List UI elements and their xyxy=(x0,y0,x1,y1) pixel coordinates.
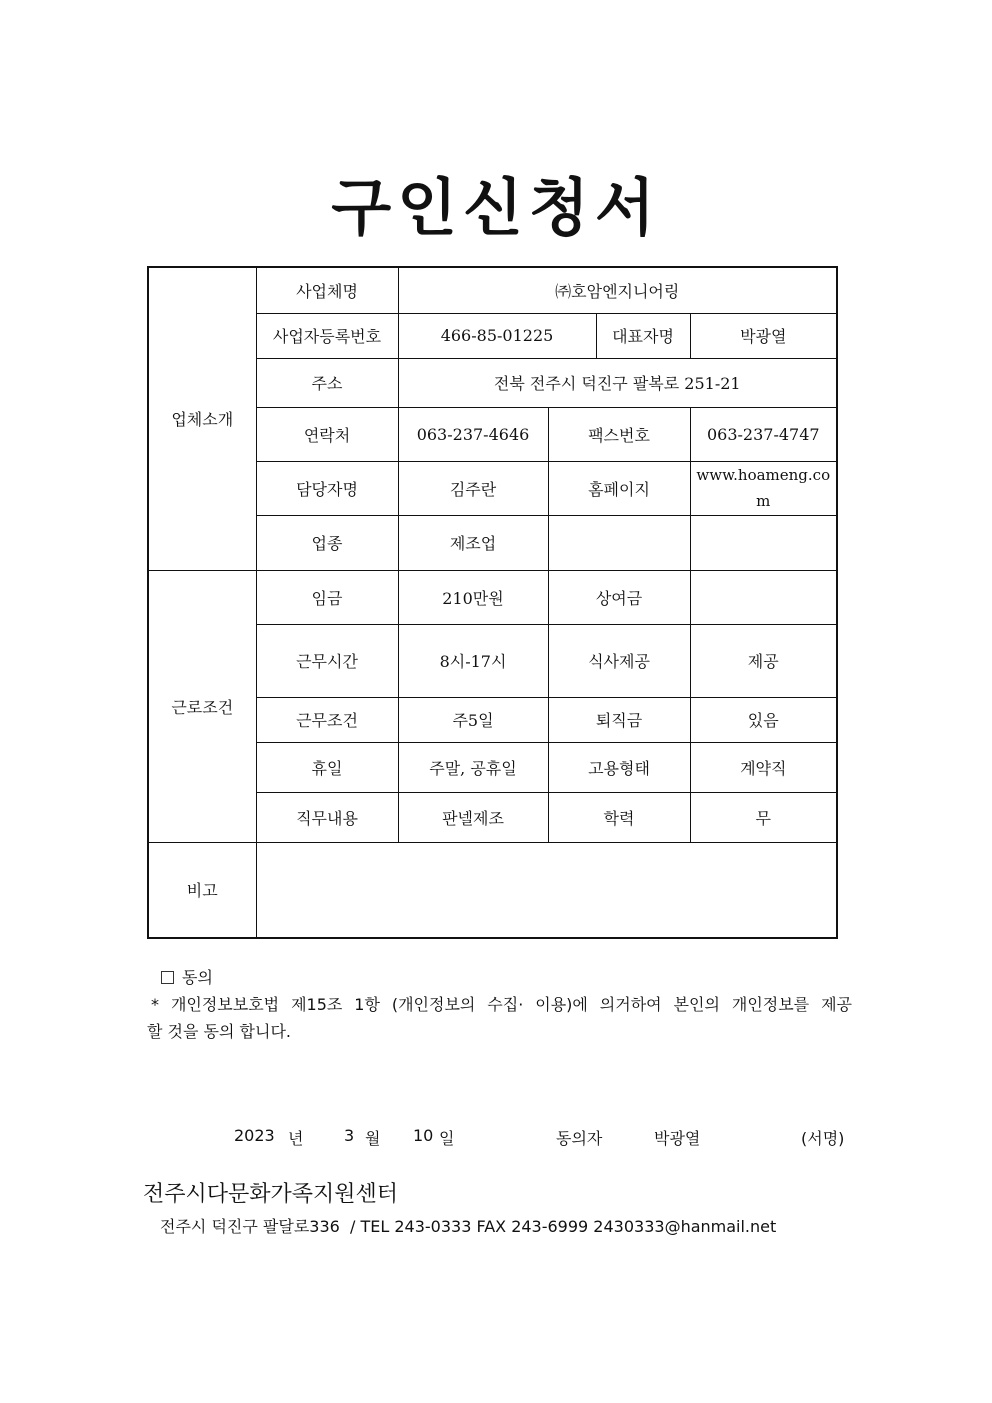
hours-value: 8시-17시 xyxy=(398,624,548,697)
industry-label: 업종 xyxy=(256,515,398,570)
wage-value: 210만원 xyxy=(398,570,548,624)
meal-value: 제공 xyxy=(690,624,837,697)
consent-checkbox[interactable] xyxy=(161,971,174,984)
remarks-value[interactable] xyxy=(256,842,837,938)
duty-value: 판넬제조 xyxy=(398,792,548,842)
company-section-label: 업체소개 xyxy=(148,267,256,570)
industry-value: 제조업 xyxy=(398,515,548,570)
employment-value: 계약직 xyxy=(690,742,837,792)
workdays-label: 근무조건 xyxy=(256,697,398,742)
education-label: 학력 xyxy=(548,792,690,842)
ceo-value: 박광열 xyxy=(690,313,837,358)
sign-day: 10 xyxy=(413,1126,434,1145)
consent-section xyxy=(147,964,852,1045)
company-name-value: ㈜호암엔지니어링 xyxy=(398,267,837,313)
page-title: 구인신청서 xyxy=(331,171,661,244)
center-name: 전주시다문화가족지원센터 xyxy=(143,1182,399,1207)
consent-text: * 개인정보보호법 제15조 1항 (개인정보의 수집· 이용)에 의거하여 본인의 개인정보를 제공 xyxy=(151,995,852,1014)
meal-label: 식사제공 xyxy=(548,624,690,697)
center-info: 전주시 덕진구 팔달로336 / TEL 243-0333 FAX 243-6999 2430333@hanmail.net xyxy=(160,1217,777,1236)
phone-value: 063-237-4646 xyxy=(398,407,548,461)
sign-day-unit: 일 xyxy=(439,1129,455,1148)
education-value: 무 xyxy=(690,792,837,842)
sign-year: 2023 xyxy=(234,1126,275,1145)
severance-value: 있음 xyxy=(690,697,837,742)
sign-year-unit: 년 xyxy=(288,1129,304,1148)
consenter-name: 박광열 xyxy=(654,1129,701,1148)
manager-label: 담당자명 xyxy=(256,461,398,515)
industry-empty-cell-2 xyxy=(690,515,837,570)
fax-label: 팩스번호 xyxy=(548,407,690,461)
application-form-table xyxy=(147,266,838,939)
severance-label: 퇴직금 xyxy=(548,697,690,742)
consenter-label: 동의자 xyxy=(556,1129,603,1148)
manager-value: 김주란 xyxy=(398,461,548,515)
sign-label: (서명) xyxy=(801,1129,845,1148)
address-label: 주소 xyxy=(256,358,398,407)
remarks-label: 비고 xyxy=(148,842,256,938)
company-name-label: 사업체명 xyxy=(256,267,398,313)
ceo-label: 대표자명 xyxy=(596,313,690,358)
duty-label: 직무내용 xyxy=(256,792,398,842)
sign-month-unit: 월 xyxy=(365,1129,381,1148)
holiday-value: 주말, 공휴일 xyxy=(398,742,548,792)
holiday-label: 휴일 xyxy=(256,742,398,792)
consent-text-2: 할 것을 동의 합니다. xyxy=(147,1022,291,1041)
phone-label: 연락처 xyxy=(256,407,398,461)
bonus-value xyxy=(690,570,837,624)
regno-value: 466-85-01225 xyxy=(398,313,596,358)
regno-label: 사업자등록번호 xyxy=(256,313,398,358)
employment-label: 고용형태 xyxy=(548,742,690,792)
hours-label: 근무시간 xyxy=(256,624,398,697)
wage-label: 임금 xyxy=(256,570,398,624)
homepage-label: 홈페이지 xyxy=(548,461,690,515)
address-value: 전북 전주시 덕진구 팔복로 251-21 xyxy=(398,358,837,407)
conditions-section-label: 근로조건 xyxy=(148,570,256,842)
sign-month: 3 xyxy=(344,1126,355,1145)
bonus-label: 상여금 xyxy=(548,570,690,624)
homepage-value: www.hoameng.com xyxy=(690,461,837,515)
fax-value: 063-237-4747 xyxy=(690,407,837,461)
workdays-value: 주5일 xyxy=(398,697,548,742)
consent-checkbox-label: 동의 xyxy=(182,968,213,987)
industry-empty-cell xyxy=(548,515,690,570)
